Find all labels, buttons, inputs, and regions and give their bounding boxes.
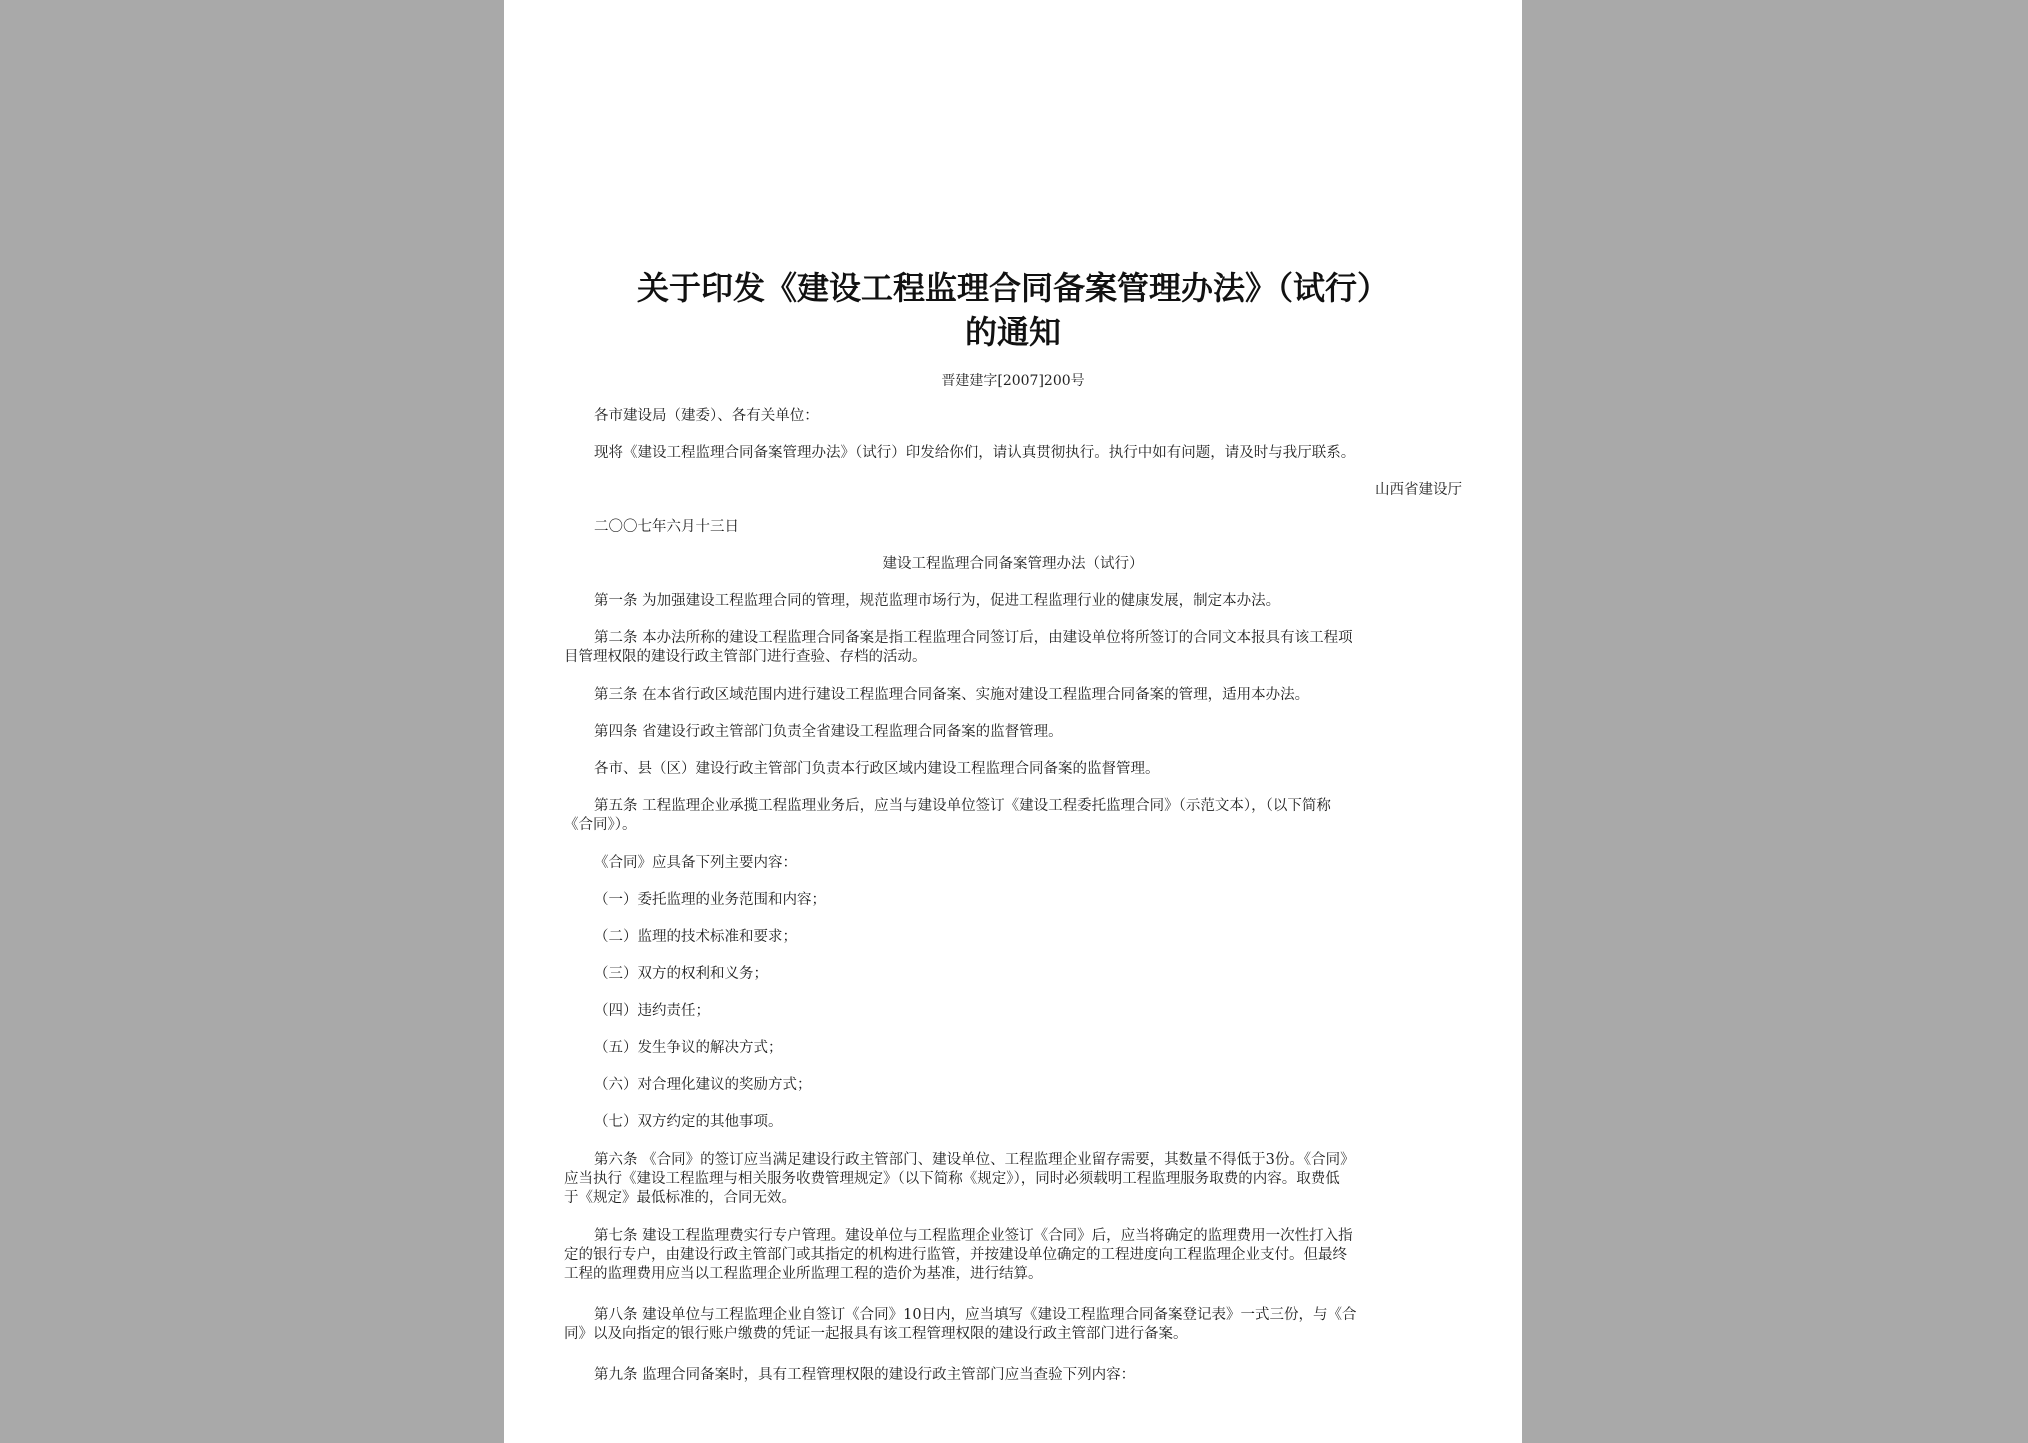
article-1: 第一条 为加强建设工程监理合同的管理，规范监理市场行为，促进工程监理行业的健康发展，制定本办法。 bbox=[594, 593, 1281, 609]
intro-paragraph: 现将《建设工程监理合同备案管理办法》（试行）印发给你们，请认真贯彻执行。执行中如有问题，请及时与我厅联系。 bbox=[594, 445, 1356, 461]
article-2-line-1: 第二条 本办法所称的建设工程监理合同备案是指工程监理合同签订后，由建设单位将所签订的合同文本报具有该工程项 bbox=[594, 630, 1353, 646]
list-item: （一）委托监理的业务范围和内容； bbox=[594, 892, 826, 908]
article-6-line-3: 于《规定》最低标准的，合同无效。 bbox=[564, 1190, 796, 1206]
list-item: （三）双方的权利和义务； bbox=[594, 966, 768, 982]
article-5-line-1: 第五条 工程监理企业承揽工程监理业务后，应当与建设单位签订《建设工程委托监理合同》（示范文本），（以下简称 bbox=[594, 798, 1331, 814]
document-number: 晋建建字[2007]200号 bbox=[941, 373, 1085, 389]
article-7-line-1: 第七条 建设工程监理费实行专户管理。建设单位与工程监理企业签订《合同》后，应当将确定的监理费用一次性打入指 bbox=[594, 1228, 1353, 1244]
contract-contents-intro: 《合同》应具备下列主要内容： bbox=[594, 855, 797, 871]
subtitle: 建设工程监理合同备案管理办法（试行） bbox=[882, 556, 1144, 572]
list-item: （二）监理的技术标准和要求； bbox=[594, 929, 797, 945]
salutation: 各市建设局（建委）、各有关单位： bbox=[594, 408, 819, 424]
article-7-line-3: 工程的监理费用应当以工程监理企业所监理工程的造价为基准，进行结算。 bbox=[564, 1266, 1043, 1282]
document-page bbox=[504, 0, 1522, 1443]
issue-date: 二〇〇七年六月十三日 bbox=[594, 519, 739, 535]
page-title: 关于印发《建设工程监理合同备案管理办法》（试行） bbox=[636, 269, 1389, 307]
list-item: （六）对合理化建议的奖励方式； bbox=[594, 1077, 812, 1093]
page-title-continued: 的通知 bbox=[964, 313, 1061, 351]
article-2-line-2: 目管理权限的建设行政主管部门进行查验、存档的活动。 bbox=[564, 649, 927, 665]
article-4: 第四条 省建设行政主管部门负责全省建设工程监理合同备案的监督管理。 bbox=[594, 724, 1063, 740]
article-3: 第三条 在本省行政区域范围内进行建设工程监理合同备案、实施对建设工程监理合同备案的管理，适用本办法。 bbox=[594, 687, 1310, 703]
list-item: （五）发生争议的解决方式； bbox=[594, 1040, 783, 1056]
article-9: 第九条 监理合同备案时，具有工程管理权限的建设行政主管部门应当查验下列内容： bbox=[594, 1367, 1136, 1383]
article-8-line-2: 同》以及向指定的银行账户缴费的凭证一起报具有该工程管理权限的建设行政主管部门进行备案。 bbox=[564, 1326, 1188, 1342]
article-6-line-2: 应当执行《建设工程监理与相关服务收费管理规定》（以下简称《规定》），同时必须载明工程监理服务取费的内容。取费低 bbox=[564, 1171, 1340, 1187]
list-item: （四）违约责任； bbox=[594, 1003, 710, 1019]
article-6-line-1: 第六条 《合同》的签订应当满足建设行政主管部门、建设单位、工程监理企业留存需要，其数量不得低于3份。《合同》 bbox=[594, 1152, 1355, 1168]
list-item: （七）双方约定的其他事项。 bbox=[594, 1114, 783, 1130]
article-4-continued: 各市、县（区）建设行政主管部门负责本行政区域内建设工程监理合同备案的监督管理。 bbox=[594, 761, 1160, 777]
article-5-line-2: 《合同》）。 bbox=[564, 817, 637, 833]
issuer: 山西省建设厅 bbox=[1375, 482, 1462, 498]
article-7-line-2: 定的银行专户，由建设行政主管部门或其指定的机构进行监管，并按建设单位确定的工程进度向工程监理企业支付。但最终 bbox=[564, 1247, 1347, 1263]
article-8-line-1: 第八条 建设单位与工程监理企业自签订《合同》10日内，应当填写《建设工程监理合同备案登记表》一式三份，与《合 bbox=[594, 1307, 1357, 1323]
